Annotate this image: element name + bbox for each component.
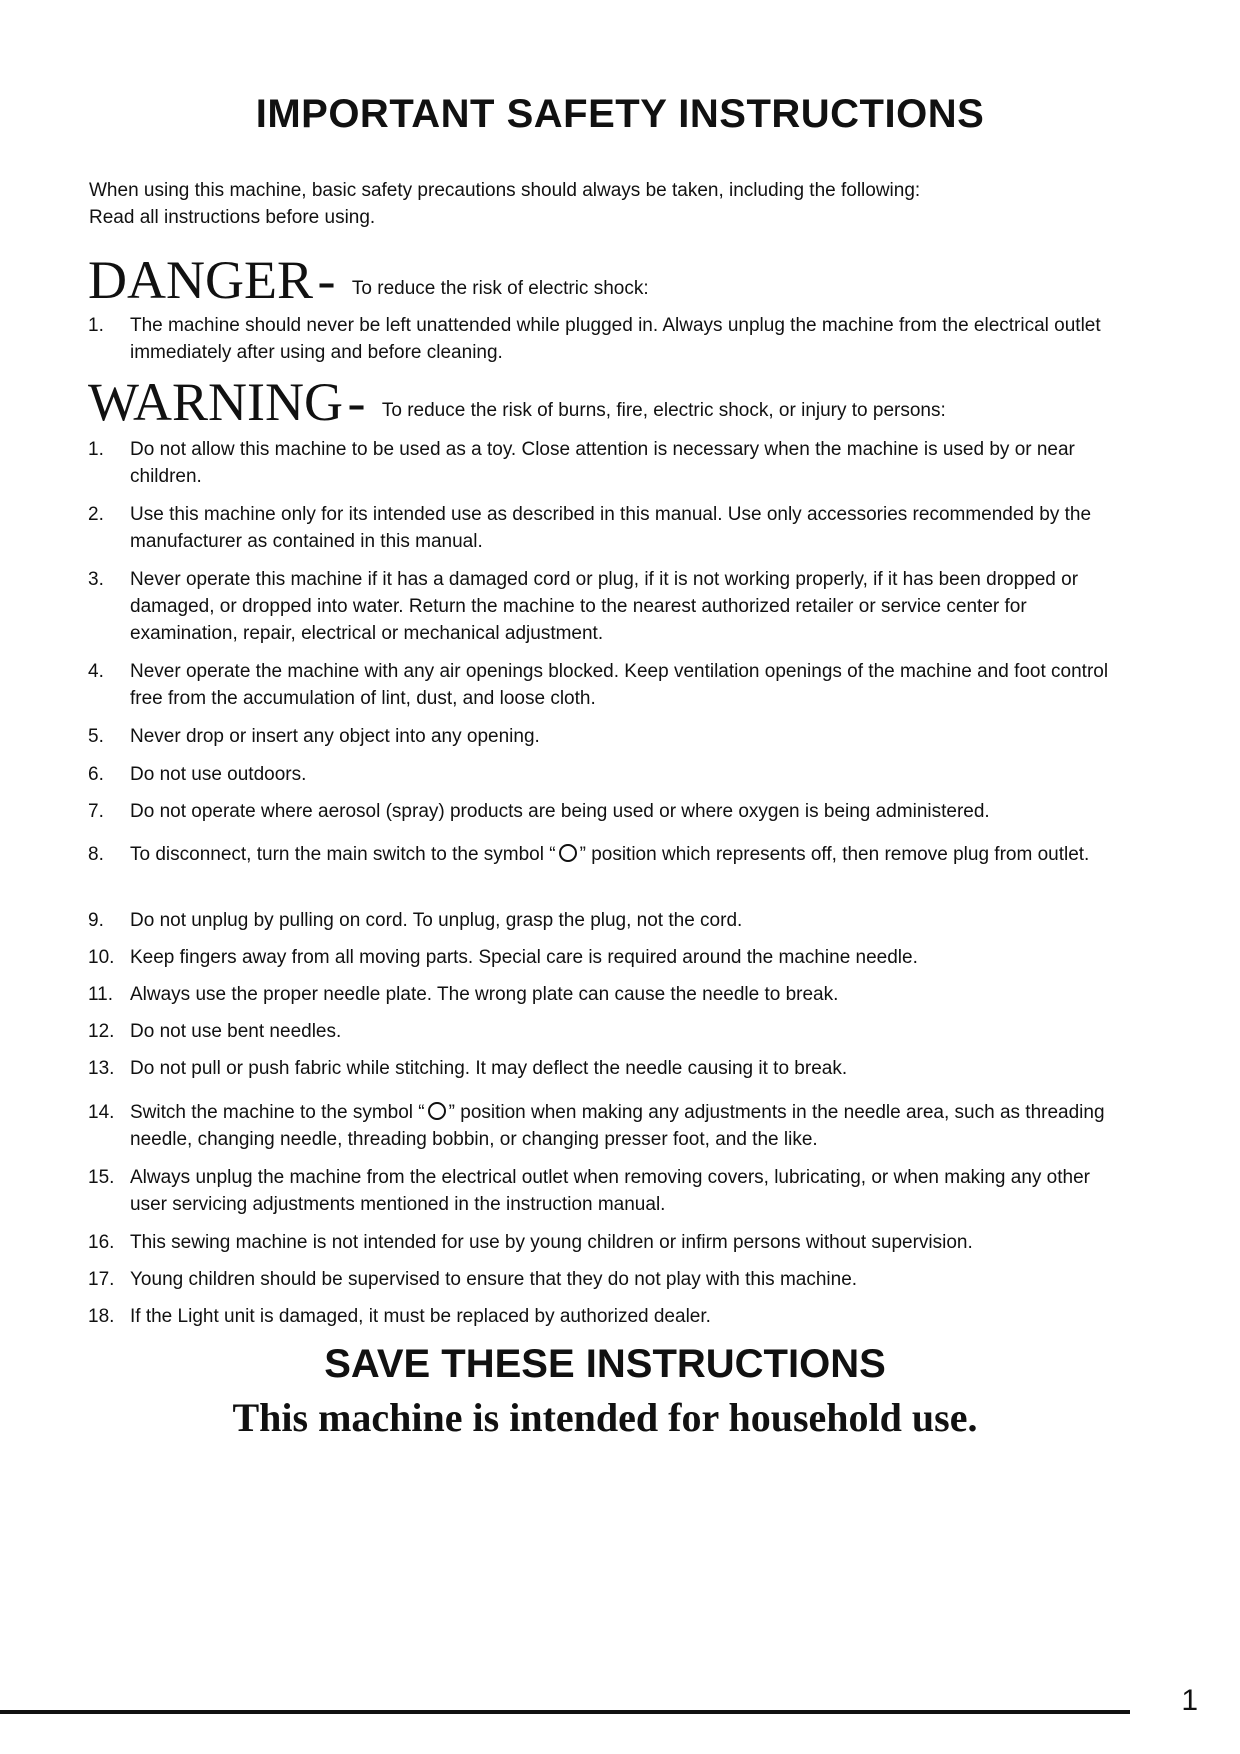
warning-item-text: This sewing machine is not intended for use by young children or infirm persons without supervision. <box>130 1232 973 1253</box>
warning-item-number: 3. <box>88 569 104 590</box>
intro-paragraph <box>89 177 1149 231</box>
warning-item-number: 12. <box>88 1021 115 1042</box>
footer-rule <box>0 1710 1130 1714</box>
warning-heading-word: WARNING <box>88 372 343 432</box>
warning-item-number: 17. <box>88 1269 115 1290</box>
warning-item-number: 5. <box>88 726 104 747</box>
warning-item-text: Use this machine only for its intended use as described in this manual. Use only accessories recommended by the manufacturer as contained in this manual. <box>130 504 1092 552</box>
warning-item-3 <box>88 566 1128 647</box>
warning-item-text: Never drop or insert any object into any opening. <box>130 726 540 747</box>
warning-item-14 <box>88 1099 1128 1153</box>
warning-item-text <box>130 841 1128 868</box>
warning-item-text: Do not allow this machine to be used as a toy. Close attention is necessary when the machine is used by or near children. <box>130 439 1075 487</box>
warning-item-number: 11. <box>88 984 114 1005</box>
page-number: 1 <box>1181 1684 1198 1717</box>
warning-item-number: 6. <box>88 764 104 785</box>
danger-heading <box>88 250 1168 310</box>
warning-item-text-after: ” position which represents off, then remove plug from outlet. <box>579 844 1090 865</box>
danger-item <box>88 312 1128 366</box>
power-off-symbol-icon <box>428 1102 446 1120</box>
warning-item-16 <box>88 1229 1128 1256</box>
warning-item-2 <box>88 501 1128 555</box>
danger-heading-dash: - <box>317 250 336 310</box>
page-title: IMPORTANT SAFETY INSTRUCTIONS <box>255 92 985 136</box>
warning-item-text: Young children should be supervised to ensure that they do not play with this machine. <box>130 1269 858 1290</box>
warning-item-text: Do not unplug by pulling on cord. To unplug, grasp the plug, not the cord. <box>130 910 743 931</box>
warning-item-9 <box>88 907 1128 934</box>
warning-item-number: 2. <box>88 504 104 525</box>
warning-item-text: Always unplug the machine from the electrical outlet when removing covers, lubricating, or when making any other user servicing adjustments mentioned in the instruction manual. <box>130 1167 1090 1215</box>
warning-item-12 <box>88 1018 1128 1045</box>
warning-item-text-before: Switch the machine to the symbol “ <box>130 1102 425 1123</box>
warning-item-number: 14. <box>88 1102 115 1123</box>
warning-item-text: Do not use bent needles. <box>130 1021 342 1042</box>
intro-line-1: When using this machine, basic safety precautions should always be taken, including the following: <box>89 180 921 201</box>
warning-item-10 <box>88 944 1128 971</box>
warning-item-1 <box>88 436 1128 490</box>
warning-item-5 <box>88 723 1128 750</box>
danger-item-text: The machine should never be left unattended while plugged in. Always unplug the machine from the electrical outlet immediately after using and before cleaning. <box>130 315 1101 363</box>
warning-item-text: Keep fingers away from all moving parts. Special care is required around the machine needle. <box>130 947 918 968</box>
warning-item-number: 18. <box>88 1306 115 1327</box>
danger-subtitle: To reduce the risk of electric shock: <box>351 278 649 299</box>
warning-item-number: 16. <box>88 1232 115 1253</box>
warning-item-7 <box>88 798 1128 825</box>
warning-item-18 <box>88 1303 1128 1330</box>
warning-item-text: Always use the proper needle plate. The wrong plate can cause the needle to break. <box>130 984 839 1005</box>
household-use-note: This machine is intended for household use. <box>232 1395 978 1440</box>
warning-item-4 <box>88 658 1128 712</box>
warning-item-text: Do not pull or push fabric while stitching. It may deflect the needle causing it to break. <box>130 1058 848 1079</box>
warning-item-number: 13. <box>88 1058 115 1079</box>
warning-item-13 <box>88 1055 1128 1082</box>
warning-item-8 <box>88 841 1128 868</box>
warning-item-number: 1. <box>88 439 104 460</box>
warning-heading-dash: - <box>347 372 366 432</box>
warning-item-text: Do not use outdoors. <box>130 764 307 785</box>
warning-item-text: If the Light unit is damaged, it must be replaced by authorized dealer. <box>130 1306 711 1327</box>
warning-item-number: 10. <box>88 947 115 968</box>
danger-heading-word: DANGER <box>88 250 313 310</box>
warning-item-text <box>130 1099 1128 1153</box>
warning-item-text: Never operate this machine if it has a damaged cord or plug, if it is not working properly, if it has been dropped or damaged, or dropped into water. Return the machine to the nearest authorized retailer or service center for examination, repair, electrical or mechanical adjustment. <box>130 569 1079 644</box>
warning-item-6 <box>88 761 1128 788</box>
warning-item-number: 15. <box>88 1167 115 1188</box>
warning-item-text: Never operate the machine with any air openings blocked. Keep ventilation openings of the machine and foot control free from the accumulation of lint, dust, and loose cloth. <box>130 661 1109 709</box>
danger-item-number: 1. <box>88 315 104 336</box>
warning-item-text-before: To disconnect, turn the main switch to the symbol “ <box>130 844 556 865</box>
warning-subtitle: To reduce the risk of burns, fire, electric shock, or injury to persons: <box>381 400 946 421</box>
warning-item-text-after: ” position when making any adjustments in the needle area, such as threading needle, changing needle, threading bobbin, or changing presser foot, and the like. <box>130 1102 1105 1150</box>
warning-heading <box>88 372 1168 432</box>
warning-item-number: 9. <box>88 910 104 931</box>
power-off-symbol-icon <box>559 844 577 862</box>
warning-item-text: Do not operate where aerosol (spray) products are being used or where oxygen is being administered. <box>130 801 990 822</box>
warning-item-15 <box>88 1164 1128 1218</box>
warning-item-17 <box>88 1266 1128 1293</box>
save-instructions-heading: SAVE THESE INSTRUCTIONS <box>324 1342 886 1386</box>
intro-line-2: Read all instructions before using. <box>89 207 376 228</box>
warning-item-number: 8. <box>88 844 104 865</box>
warning-item-number: 7. <box>88 801 104 822</box>
warning-item-11 <box>88 981 1128 1008</box>
warning-item-number: 4. <box>88 661 104 682</box>
